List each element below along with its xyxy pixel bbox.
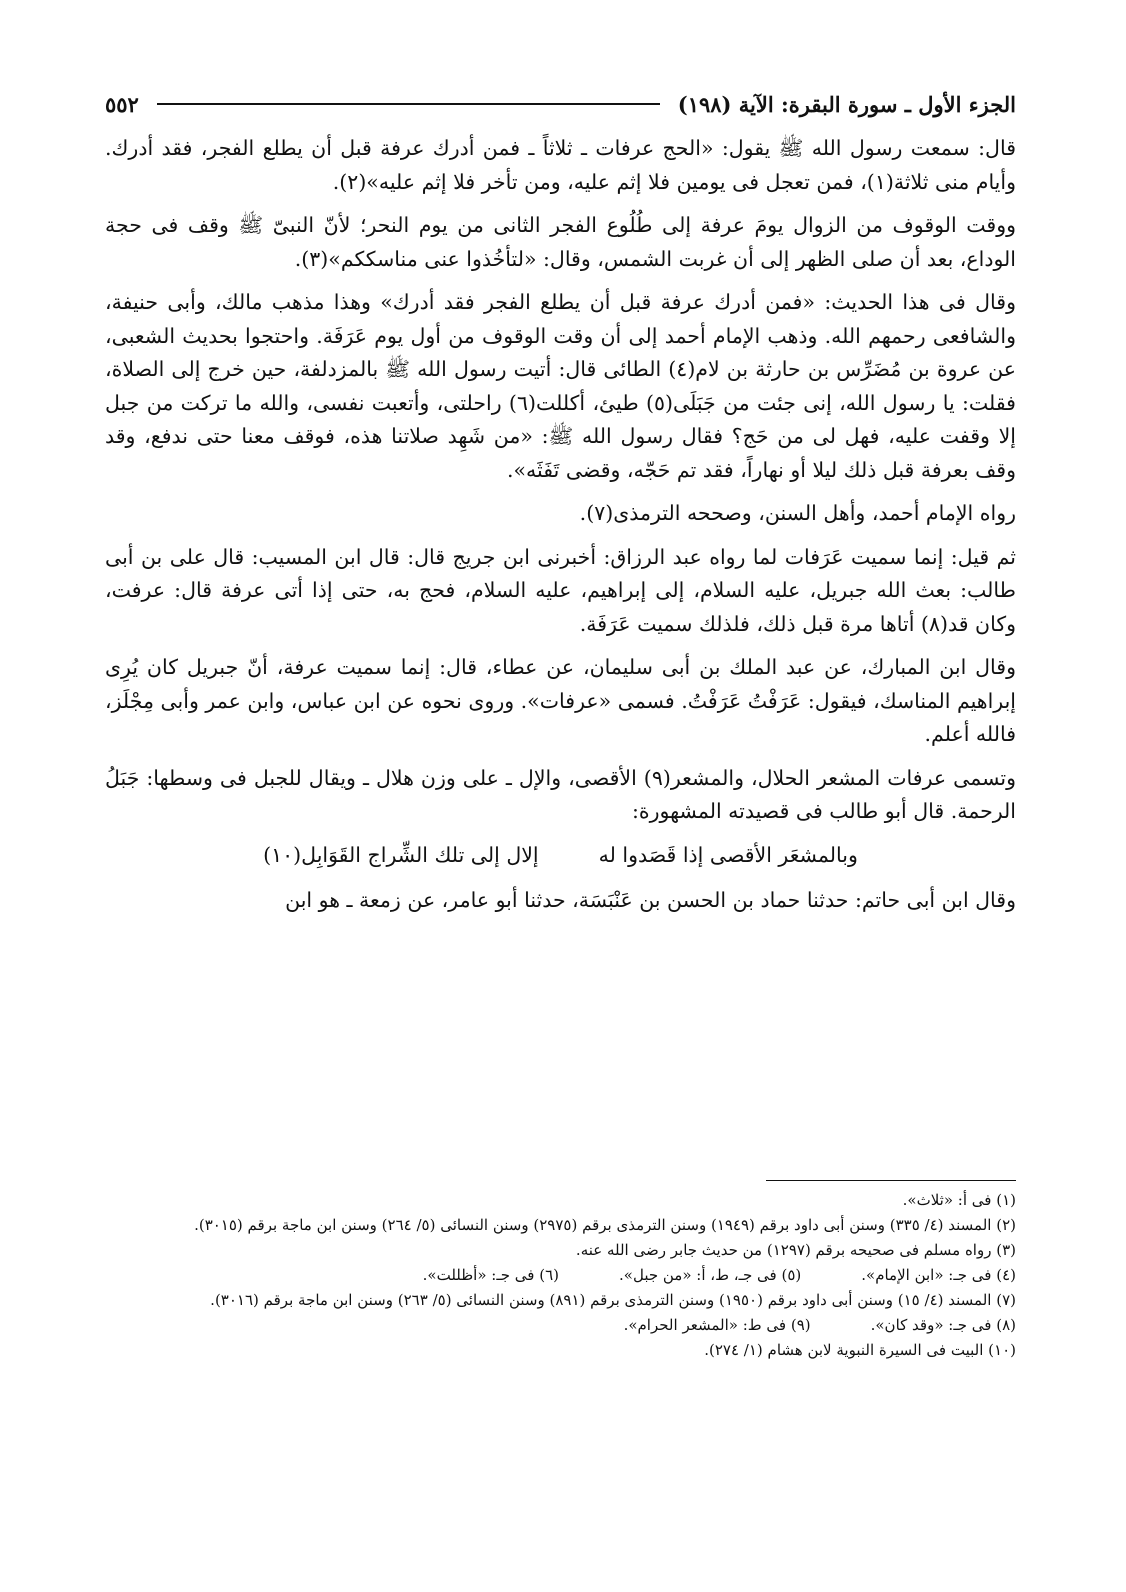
paragraph: وتسمى عرفات المشعر الحلال، والمشعر(٩) الأقصى، والإل ـ على وزن هلال ـ ويقال للجبل فى وسطها: جَبَلُ الرحمة. قال أبو طالب فى قصيدته المشهورة: xyxy=(105,765,1016,823)
page-number: ٥٥٢ xyxy=(105,91,139,117)
paragraph: قال: سمعت رسول الله ﷺ يقول: «الحج عرفات ـ ثلاثاً ـ فمن أدرك عرفة قبل أن يطلع الفجر، فقد أدرك. وأيام منى ثلاثة(١)، فمن تعجل فى يومين فلا إثم عليه، ومن تأخر فلا إثم عليه»(٢). xyxy=(105,136,1016,194)
verse-second-hemistich: إلال إلى تلك الشِّراج القَوَابِل(١٠) xyxy=(263,842,539,867)
footnote: (٧) المسند (٤/ ١٥) وسنن أبى داود برقم (١٩٥٠) وسنن الترمذى برقم (٨٩١) وسنن النسائى (٥/ ٢٦٣) وسنن ابن ماجة برقم (٣٠١٦). xyxy=(210,1291,1016,1309)
footnote: (٣) رواه مسلم فى صحيحه برقم (١٢٩٧) من حديث جابر رضى الله عنه. xyxy=(575,1241,1016,1259)
footnote: (٩) فى ط: «المشعر الحرام». xyxy=(623,1316,811,1334)
paragraph: وقال ابن المبارك، عن عبد الملك بن أبى سليمان، عن عطاء، قال: إنما سميت عرفة، أنّ جبريل كان يُرِى إبراهيم المناسك، فيقول: عَرَفْتُ عَرَفْتُ. فسمى «عرفات». وروى نحوه عن ابن عباس، وابن عمر وأبى مِجْلَز، فالله أعلم. xyxy=(105,655,1016,746)
footnotes xyxy=(106,1180,1016,1364)
header-rule xyxy=(157,103,660,105)
paragraph: ثم قيل: إنما سميت عَرَفات لما رواه عبد الرزاق: أخبرنى ابن جريج قال: قال ابن المسيب: قال على بن أبى طالب: بعث الله جبريل، عليه السلام، إلى إبراهيم، عليه السلام، فحج به، حتى إذا أتى عرفة قال: عرفت، وكان قد(٨) أتاها مرة قبل ذلك، فلذلك سميت عَرَفَة. xyxy=(105,544,1016,636)
footnote: (٤) فى جـ: «ابن الإمام». xyxy=(861,1266,1016,1284)
main-text xyxy=(105,132,1016,918)
footnote: (٦) فى جـ: «أظللت». xyxy=(422,1266,560,1284)
paragraph: ووقت الوقوف من الزوال يومَ عرفة إلى طُلُوع الفجر الثانى من يوم النحر؛ لأنّ النبىّ ﷺ وقف فى حجة الوداع، بعد أن صلى الظهر إلى أن غربت الشمس، وقال: «لتأخُذوا عنى مناسككم»(٣). xyxy=(105,213,1016,271)
footnote: (١٠) البيت فى السيرة النبوية لابن هشام (١/ ٢٧٤). xyxy=(704,1341,1016,1359)
footnote: (١) فى أ: «ثلاث». xyxy=(902,1191,1016,1209)
footnote: (٨) فى جـ: «وقد كان». xyxy=(870,1316,1016,1334)
footnote-rule xyxy=(766,1180,1016,1181)
page-header xyxy=(105,86,1016,122)
paragraph: رواه الإمام أحمد، وأهل السنن، وصححه الترمذى(٧). xyxy=(579,501,1016,525)
poem-verse xyxy=(105,839,1016,873)
paragraph: وقال فى هذا الحديث: «فمن أدرك عرفة قبل أن يطلع الفجر فقد أدرك» وهذا مذهب مالك، وأبى حنيفة، والشافعى رحمهم الله. وذهب الإمام أحمد إلى أن وقت الوقوف من أول يوم عَرَفَة. واحتجوا بحديث الشعبى، عن عروة بن مُضَرِّس بن حارثة بن لام(٤) الطائى قال: أتيت رسول الله ﷺ بالمزدلفة، حين خرج إلى الصلاة، فقلت: يا رسول الله، إنى جئت من جَبَلَى(٥) طيئ، أكللت(٦) راحلتى، وأتعبت نفسى، والله ما تركت من جبل إلا وقفت عليه، فهل لى من حَج؟ فقال رسول الله ﷺ: «من شَهِد صلاتنا هذه، فوقف معنا حتى ندفع، وقد وقف بعرفة قبل ذلك ليلا أو نهاراً، فقد تم حَجّه، وقضى تَفَثَه». xyxy=(105,290,1016,482)
running-title: الجزء الأول ـ سورة البقرة: الآية (١٩٨) xyxy=(677,91,1016,117)
footnote: (٢) المسند (٤/ ٣٣٥) وسنن أبى داود برقم (١٩٤٩) وسنن الترمذى برقم (٢٩٧٥) وسنن النسائى (٥/ ٢٦٤) وسنن ابن ماجة برقم (٣٠١٥). xyxy=(194,1216,1016,1234)
verse-first-hemistich: وبالمشعَر الأقصى إذا قَصَدوا له xyxy=(598,842,858,867)
footnote-row xyxy=(106,1264,1016,1287)
paragraph: وقال ابن أبى حاتم: حدثنا حماد بن الحسن بن عَنْبَسَة، حدثنا أبو عامر، عن زمعة ـ هو ابن xyxy=(285,888,1016,912)
footnote-row xyxy=(106,1314,1016,1337)
footnote: (٥) فى جـ، ط، أ: «من جبل». xyxy=(619,1266,802,1284)
